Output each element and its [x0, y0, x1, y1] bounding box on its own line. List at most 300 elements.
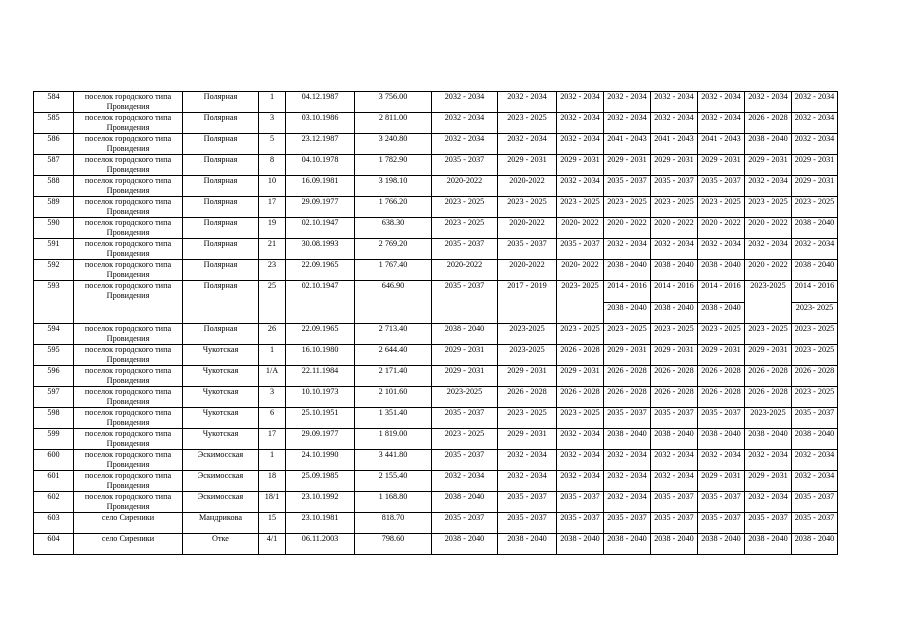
- cell-period-4: 2038 - 2040: [604, 260, 651, 281]
- cell-number: 597: [34, 387, 74, 408]
- cell-area: 1 782.90: [355, 155, 432, 176]
- table-row: [34, 345, 838, 366]
- cell-area: 2 811.00: [355, 113, 432, 134]
- cell-period-5: 2035 - 2037: [651, 513, 698, 534]
- cell-area: 2 713.40: [355, 324, 432, 345]
- cell-period-6: 2038 - 2040: [698, 534, 745, 555]
- cell-period-3: 2032 - 2034: [557, 471, 604, 492]
- cell-street: Чукотская: [183, 345, 259, 366]
- cell-date: 16.10.1980: [286, 345, 355, 366]
- table-body-upper: [34, 92, 838, 281]
- cell-period-4: 2032 - 2034: [604, 113, 651, 134]
- cell-period-7: 2026 - 2028: [745, 366, 792, 387]
- cell-date: 29.09.1977: [286, 197, 355, 218]
- cell-period-4: 2020 - 2022: [604, 218, 651, 239]
- cell-number: 584: [34, 92, 74, 113]
- cell-period-1: 2038 - 2040: [432, 324, 498, 345]
- cell-house: 5: [259, 134, 286, 155]
- cell-street: Полярная: [183, 176, 259, 197]
- cell-area: 1 819.00: [355, 429, 432, 450]
- table-row: [34, 260, 838, 281]
- cell-area: 3 441.80: [355, 450, 432, 471]
- cell-area: 1 766.20: [355, 197, 432, 218]
- cell-street: Полярная: [183, 155, 259, 176]
- cell-settlement: село Сиреники: [74, 534, 183, 555]
- table-row: [34, 155, 838, 176]
- cell-period-5: 2035 - 2037: [651, 492, 698, 513]
- cell-period-4b: 2038 - 2040: [604, 303, 651, 324]
- cell-period-6: 2023 - 2025: [698, 324, 745, 345]
- cell-house: 25: [259, 281, 286, 324]
- cell-number: 592: [34, 260, 74, 281]
- cell-street: Полярная: [183, 218, 259, 239]
- cell-period-4: 2035 - 2037: [604, 513, 651, 534]
- cell-house: 21: [259, 239, 286, 260]
- cell-period-7: 2020 - 2022: [745, 260, 792, 281]
- cell-house: 15: [259, 513, 286, 534]
- cell-period-8: 2029 - 2031: [792, 176, 838, 197]
- cell-period-7: 2032 - 2034: [745, 176, 792, 197]
- cell-street: Полярная: [183, 92, 259, 113]
- cell-period-2: 2038 - 2040: [498, 534, 557, 555]
- cell-period-2: 2023 - 2025: [498, 197, 557, 218]
- cell-period-5: 2029 - 2031: [651, 155, 698, 176]
- cell-period-4a: 2014 - 2016: [604, 281, 651, 303]
- table-row: [34, 324, 838, 345]
- cell-period-3: 2029 - 2031: [557, 155, 604, 176]
- cell-house: 3: [259, 387, 286, 408]
- cell-street: Эскимосская: [183, 492, 259, 513]
- cell-period-4: 2029 - 2031: [604, 155, 651, 176]
- cell-number: 591: [34, 239, 74, 260]
- cell-number: 589: [34, 197, 74, 218]
- cell-number: 594: [34, 324, 74, 345]
- cell-period-7: 2032 - 2034: [745, 492, 792, 513]
- cell-period-3: 2032 - 2034: [557, 176, 604, 197]
- cell-period-7: 2023 - 2025: [745, 197, 792, 218]
- cell-number: 587: [34, 155, 74, 176]
- cell-period-2: 2029 - 2031: [498, 155, 557, 176]
- cell-period-6: 2032 - 2034: [698, 450, 745, 471]
- cell-period-6: 2029 - 2031: [698, 345, 745, 366]
- cell-settlement: поселок городского типа Провидения: [74, 387, 183, 408]
- cell-number: 602: [34, 492, 74, 513]
- cell-period-5: 2041 - 2043: [651, 134, 698, 155]
- cell-period-5: 2032 - 2034: [651, 239, 698, 260]
- cell-house: 17: [259, 197, 286, 218]
- cell-number: 598: [34, 408, 74, 429]
- cell-settlement: поселок городского типа Провидения: [74, 239, 183, 260]
- cell-period-8: 2029 - 2031: [792, 155, 838, 176]
- cell-period-8: 2023 - 2025: [792, 345, 838, 366]
- cell-period-6: 2032 - 2034: [698, 113, 745, 134]
- cell-period-1: 2032 - 2034: [432, 92, 498, 113]
- cell-period-6: 2029 - 2031: [698, 471, 745, 492]
- cell-period-6: 2038 - 2040: [698, 429, 745, 450]
- cell-period-7: 2023-2025: [745, 408, 792, 429]
- cell-street: Полярная: [183, 281, 259, 324]
- cell-period-7: 2023 - 2025: [745, 324, 792, 345]
- cell-date: 23.10.1992: [286, 492, 355, 513]
- cell-area: 798.60: [355, 534, 432, 555]
- cell-street: Полярная: [183, 113, 259, 134]
- table-row: [34, 281, 838, 303]
- cell-settlement: поселок городского типа Провидения: [74, 260, 183, 281]
- table-body-row-593: [34, 281, 838, 324]
- cell-settlement: поселок городского типа Провидения: [74, 429, 183, 450]
- cell-period-7: 2029 - 2031: [745, 345, 792, 366]
- cell-street: Полярная: [183, 197, 259, 218]
- cell-house: 1: [259, 92, 286, 113]
- cell-house: 17: [259, 429, 286, 450]
- cell-period-8: 2038 - 2040: [792, 534, 838, 555]
- cell-period-8: 2035 - 2037: [792, 492, 838, 513]
- cell-settlement: поселок городского типа Провидения: [74, 155, 183, 176]
- table-row: [34, 366, 838, 387]
- cell-period-8: 2023 - 2025: [792, 387, 838, 408]
- cell-period-7: 2035 - 2037: [745, 513, 792, 534]
- cell-period-6: 2029 - 2031: [698, 155, 745, 176]
- cell-number: 586: [34, 134, 74, 155]
- cell-period-1: 2035 - 2037: [432, 239, 498, 260]
- cell-period-5: 2032 - 2034: [651, 113, 698, 134]
- cell-period-3: 2032 - 2034: [557, 113, 604, 134]
- cell-street: Чукотская: [183, 387, 259, 408]
- cell-period-4: 2029 - 2031: [604, 345, 651, 366]
- cell-period-2: 2023 - 2025: [498, 113, 557, 134]
- cell-period-3: 2026 - 2028: [557, 345, 604, 366]
- cell-settlement: поселок городского типа Провидения: [74, 197, 183, 218]
- cell-period-4: 2035 - 2037: [604, 408, 651, 429]
- cell-area: 638.30: [355, 218, 432, 239]
- table-row: [34, 450, 838, 471]
- cell-period-1: 2020-2022: [432, 176, 498, 197]
- cell-period-1: 2035 - 2037: [432, 281, 498, 324]
- cell-period-6: 2035 - 2037: [698, 513, 745, 534]
- cell-number: 603: [34, 513, 74, 534]
- cell-period-5: 2023 - 2025: [651, 197, 698, 218]
- cell-period-3: 2023 - 2025: [557, 197, 604, 218]
- table-row: [34, 534, 838, 555]
- cell-period-3: 2023 - 2025: [557, 408, 604, 429]
- cell-period-4: 2032 - 2034: [604, 92, 651, 113]
- cell-period-1: 2035 - 2037: [432, 450, 498, 471]
- cell-period-5b: 2038 - 2040: [651, 303, 698, 324]
- cell-settlement: поселок городского типа Провидения: [74, 324, 183, 345]
- cell-period-4: 2041 - 2043: [604, 134, 651, 155]
- cell-period-3: 2023- 2025: [557, 281, 604, 324]
- cell-number: 601: [34, 471, 74, 492]
- cell-period-7: 2038 - 2040: [745, 134, 792, 155]
- cell-house: 1/А: [259, 366, 286, 387]
- cell-period-5: 2035 - 2037: [651, 176, 698, 197]
- cell-period-3: 2032 - 2034: [557, 429, 604, 450]
- cell-period-4: 2026 - 2028: [604, 366, 651, 387]
- cell-date: 02.10.1947: [286, 281, 355, 324]
- table-row: [34, 197, 838, 218]
- cell-period-7: 2029 - 2031: [745, 155, 792, 176]
- table-row: [34, 176, 838, 197]
- cell-period-1: 2032 - 2034: [432, 134, 498, 155]
- cell-period-5: 2038 - 2040: [651, 260, 698, 281]
- cell-house: 6: [259, 408, 286, 429]
- cell-period-7: 2020 - 2022: [745, 218, 792, 239]
- cell-period-4: 2026 - 2028: [604, 387, 651, 408]
- cell-period-8: 2032 - 2034: [792, 450, 838, 471]
- cell-period-7: 2032 - 2034: [745, 92, 792, 113]
- cell-period-8: 2038 - 2040: [792, 260, 838, 281]
- cell-period-6: 2035 - 2037: [698, 176, 745, 197]
- cell-street: Полярная: [183, 134, 259, 155]
- cell-period-4: 2038 - 2040: [604, 534, 651, 555]
- table-row: [34, 492, 838, 513]
- cell-period-2: 2023-2025: [498, 324, 557, 345]
- cell-period-2: 2026 - 2028: [498, 387, 557, 408]
- cell-period-4: 2035 - 2037: [604, 176, 651, 197]
- cell-date: 29.09.1977: [286, 429, 355, 450]
- cell-period-3: 2020- 2022: [557, 218, 604, 239]
- cell-period-2: 2035 - 2037: [498, 239, 557, 260]
- cell-period-4: 2032 - 2034: [604, 239, 651, 260]
- cell-period-2: 2029 - 2031: [498, 366, 557, 387]
- cell-house: 10: [259, 176, 286, 197]
- cell-period-5: 2038 - 2040: [651, 534, 698, 555]
- cell-house: 19: [259, 218, 286, 239]
- cell-period-8: 2038 - 2040: [792, 429, 838, 450]
- cell-period-6b: 2038 - 2040: [698, 303, 745, 324]
- cell-date: 04.10.1978: [286, 155, 355, 176]
- cell-area: 1 767.40: [355, 260, 432, 281]
- cell-number: 596: [34, 366, 74, 387]
- cell-number: 599: [34, 429, 74, 450]
- cell-period-8: 2035 - 2037: [792, 408, 838, 429]
- cell-period-3: 2038 - 2040: [557, 534, 604, 555]
- cell-area: 2 644.40: [355, 345, 432, 366]
- cell-period-1: 2038 - 2040: [432, 534, 498, 555]
- cell-street: Полярная: [183, 239, 259, 260]
- cell-period-1: 2029 - 2031: [432, 345, 498, 366]
- cell-period-4: 2023 - 2025: [604, 197, 651, 218]
- cell-street: Полярная: [183, 324, 259, 345]
- table-row: [34, 387, 838, 408]
- cell-date: 23.10.1981: [286, 513, 355, 534]
- cell-period-6: 2026 - 2028: [698, 387, 745, 408]
- cell-period-7: 2023-2025: [745, 281, 792, 324]
- cell-period-6: 2041 - 2043: [698, 134, 745, 155]
- cell-area: 1 351.40: [355, 408, 432, 429]
- cell-period-5: 2020 - 2022: [651, 218, 698, 239]
- cell-period-6: 2023 - 2025: [698, 197, 745, 218]
- cell-house: 18/1: [259, 492, 286, 513]
- cell-period-8: 2032 - 2034: [792, 113, 838, 134]
- cell-date: 02.10.1947: [286, 218, 355, 239]
- cell-settlement: поселок городского типа Провидения: [74, 134, 183, 155]
- cell-house: 3: [259, 113, 286, 134]
- cell-period-1: 2032 - 2034: [432, 471, 498, 492]
- cell-period-8: 2032 - 2034: [792, 239, 838, 260]
- cell-period-7: 2032 - 2034: [745, 239, 792, 260]
- cell-period-2: 2035 - 2037: [498, 513, 557, 534]
- cell-period-4: 2023 - 2025: [604, 324, 651, 345]
- cell-period-5: 2032 - 2034: [651, 450, 698, 471]
- cell-period-8a: 2014 - 2016: [792, 281, 838, 303]
- cell-date: 24.10.1990: [286, 450, 355, 471]
- cell-period-3: 2032 - 2034: [557, 450, 604, 471]
- cell-period-2: 2029 - 2031: [498, 429, 557, 450]
- cell-street: Чукотская: [183, 408, 259, 429]
- cell-settlement: поселок городского типа Провидения: [74, 345, 183, 366]
- cell-period-6: 2035 - 2037: [698, 408, 745, 429]
- cell-period-8: 2035 - 2037: [792, 513, 838, 534]
- cell-number: 585: [34, 113, 74, 134]
- cell-period-5: 2026 - 2028: [651, 366, 698, 387]
- cell-house: 1: [259, 450, 286, 471]
- cell-number: 604: [34, 534, 74, 555]
- cell-period-2: 2020-2022: [498, 218, 557, 239]
- table-row: [34, 429, 838, 450]
- cell-settlement: поселок городского типа Провидения: [74, 92, 183, 113]
- cell-period-5: 2032 - 2034: [651, 92, 698, 113]
- cell-period-2: 2032 - 2034: [498, 471, 557, 492]
- table-row: [34, 513, 838, 534]
- cell-period-7: 2038 - 2040: [745, 429, 792, 450]
- table-row: [34, 408, 838, 429]
- cell-period-6: 2020 - 2022: [698, 218, 745, 239]
- cell-street: Полярная: [183, 260, 259, 281]
- cell-settlement: поселок городского типа Провидения: [74, 471, 183, 492]
- cell-period-7: 2026 - 2028: [745, 113, 792, 134]
- cell-date: 03.10.1986: [286, 113, 355, 134]
- table-body-lower: [34, 324, 838, 555]
- cell-settlement: село Сиреники: [74, 513, 183, 534]
- cell-settlement: поселок городского типа Провидения: [74, 113, 183, 134]
- cell-period-3: 2035 - 2037: [557, 239, 604, 260]
- cell-date: 06.11.2003: [286, 534, 355, 555]
- cell-date: 23.12.1987: [286, 134, 355, 155]
- cell-period-1: 2032 - 2034: [432, 113, 498, 134]
- cell-period-7: 2038 - 2040: [745, 534, 792, 555]
- table-row: [34, 134, 838, 155]
- cell-period-5: 2035 - 2037: [651, 408, 698, 429]
- cell-period-5: 2026 - 2028: [651, 387, 698, 408]
- cell-period-2: 2017 - 2019: [498, 281, 557, 324]
- cell-period-2: 2023-2025: [498, 345, 557, 366]
- cell-settlement: поселок городского типа Провидения: [74, 450, 183, 471]
- cell-period-8: 2038 - 2040: [792, 218, 838, 239]
- cell-house: 1: [259, 345, 286, 366]
- cell-date: 25.10.1951: [286, 408, 355, 429]
- cell-street: Эскимосская: [183, 471, 259, 492]
- cell-date: 22.11.1984: [286, 366, 355, 387]
- cell-period-2: 2032 - 2034: [498, 92, 557, 113]
- cell-number: 595: [34, 345, 74, 366]
- cell-period-6a: 2014 - 2016: [698, 281, 745, 303]
- cell-settlement: поселок городского типа Провидения: [74, 176, 183, 197]
- cell-period-3: 2026 - 2028: [557, 387, 604, 408]
- cell-period-1: 2023 - 2025: [432, 429, 498, 450]
- cell-house: 18: [259, 471, 286, 492]
- cell-settlement: поселок городского типа Провидения: [74, 492, 183, 513]
- cell-period-4: 2032 - 2034: [604, 450, 651, 471]
- cell-area: 646.90: [355, 281, 432, 324]
- cell-period-5: 2023 - 2025: [651, 324, 698, 345]
- cell-period-5: 2038 - 2040: [651, 429, 698, 450]
- cell-date: 22.09.1965: [286, 324, 355, 345]
- cell-period-7: 2026 - 2028: [745, 387, 792, 408]
- cell-period-7: 2029 - 2031: [745, 471, 792, 492]
- cell-street: Эскимосская: [183, 450, 259, 471]
- cell-period-8: 2032 - 2034: [792, 134, 838, 155]
- cell-settlement: поселок городского типа Провидения: [74, 366, 183, 387]
- cell-period-1: 2023-2025: [432, 387, 498, 408]
- housing-repair-schedule-table: [33, 91, 838, 555]
- cell-street: Чукотская: [183, 429, 259, 450]
- cell-area: 818.70: [355, 513, 432, 534]
- cell-number: 600: [34, 450, 74, 471]
- cell-date: 10.10.1973: [286, 387, 355, 408]
- cell-number: 590: [34, 218, 74, 239]
- cell-period-5a: 2014 - 2016: [651, 281, 698, 303]
- cell-date: 22.09.1965: [286, 260, 355, 281]
- cell-period-5: 2029 - 2031: [651, 345, 698, 366]
- cell-period-2: 2032 - 2034: [498, 134, 557, 155]
- cell-period-3: 2032 - 2034: [557, 134, 604, 155]
- cell-period-2: 2020-2022: [498, 260, 557, 281]
- cell-period-6: 2038 - 2040: [698, 260, 745, 281]
- cell-period-2: 2020-2022: [498, 176, 557, 197]
- cell-date: 30.08.1993: [286, 239, 355, 260]
- cell-street: Отке: [183, 534, 259, 555]
- cell-number: 593: [34, 281, 74, 324]
- cell-settlement: поселок городского типа Провидения: [74, 218, 183, 239]
- cell-period-8: 2023 - 2025: [792, 324, 838, 345]
- cell-house: 4/1: [259, 534, 286, 555]
- cell-area: 2 171.40: [355, 366, 432, 387]
- cell-period-6: 2026 - 2028: [698, 366, 745, 387]
- table-row: [34, 471, 838, 492]
- cell-area: 3 240.80: [355, 134, 432, 155]
- cell-period-4: 2038 - 2040: [604, 429, 651, 450]
- cell-period-1: 2038 - 2040: [432, 492, 498, 513]
- cell-period-6: 2035 - 2037: [698, 492, 745, 513]
- cell-area: 2 155.40: [355, 471, 432, 492]
- cell-period-1: 2023 - 2025: [432, 197, 498, 218]
- cell-house: 23: [259, 260, 286, 281]
- cell-date: 04.12.1987: [286, 92, 355, 113]
- cell-period-2: 2023 - 2025: [498, 408, 557, 429]
- cell-settlement: поселок городского типа Провидения: [74, 281, 183, 324]
- cell-area: 3 756.00: [355, 92, 432, 113]
- cell-period-1: 2035 - 2037: [432, 155, 498, 176]
- cell-period-3: 2023 - 2025: [557, 324, 604, 345]
- cell-period-8b: 2023- 2025: [792, 303, 838, 324]
- cell-area: 2 769.20: [355, 239, 432, 260]
- cell-period-1: 2023 - 2025: [432, 218, 498, 239]
- table-row: [34, 92, 838, 113]
- cell-period-8: 2032 - 2034: [792, 92, 838, 113]
- cell-period-1: 2035 - 2037: [432, 513, 498, 534]
- cell-period-2: 2032 - 2034: [498, 450, 557, 471]
- cell-period-3: 2035 - 2037: [557, 513, 604, 534]
- cell-house: 8: [259, 155, 286, 176]
- cell-period-2: 2035 - 2037: [498, 492, 557, 513]
- cell-period-8: 2023 - 2025: [792, 197, 838, 218]
- cell-settlement: поселок городского типа Провидения: [74, 408, 183, 429]
- table-row: [34, 113, 838, 134]
- cell-date: 16.09.1981: [286, 176, 355, 197]
- cell-number: 588: [34, 176, 74, 197]
- cell-period-4: 2032 - 2034: [604, 471, 651, 492]
